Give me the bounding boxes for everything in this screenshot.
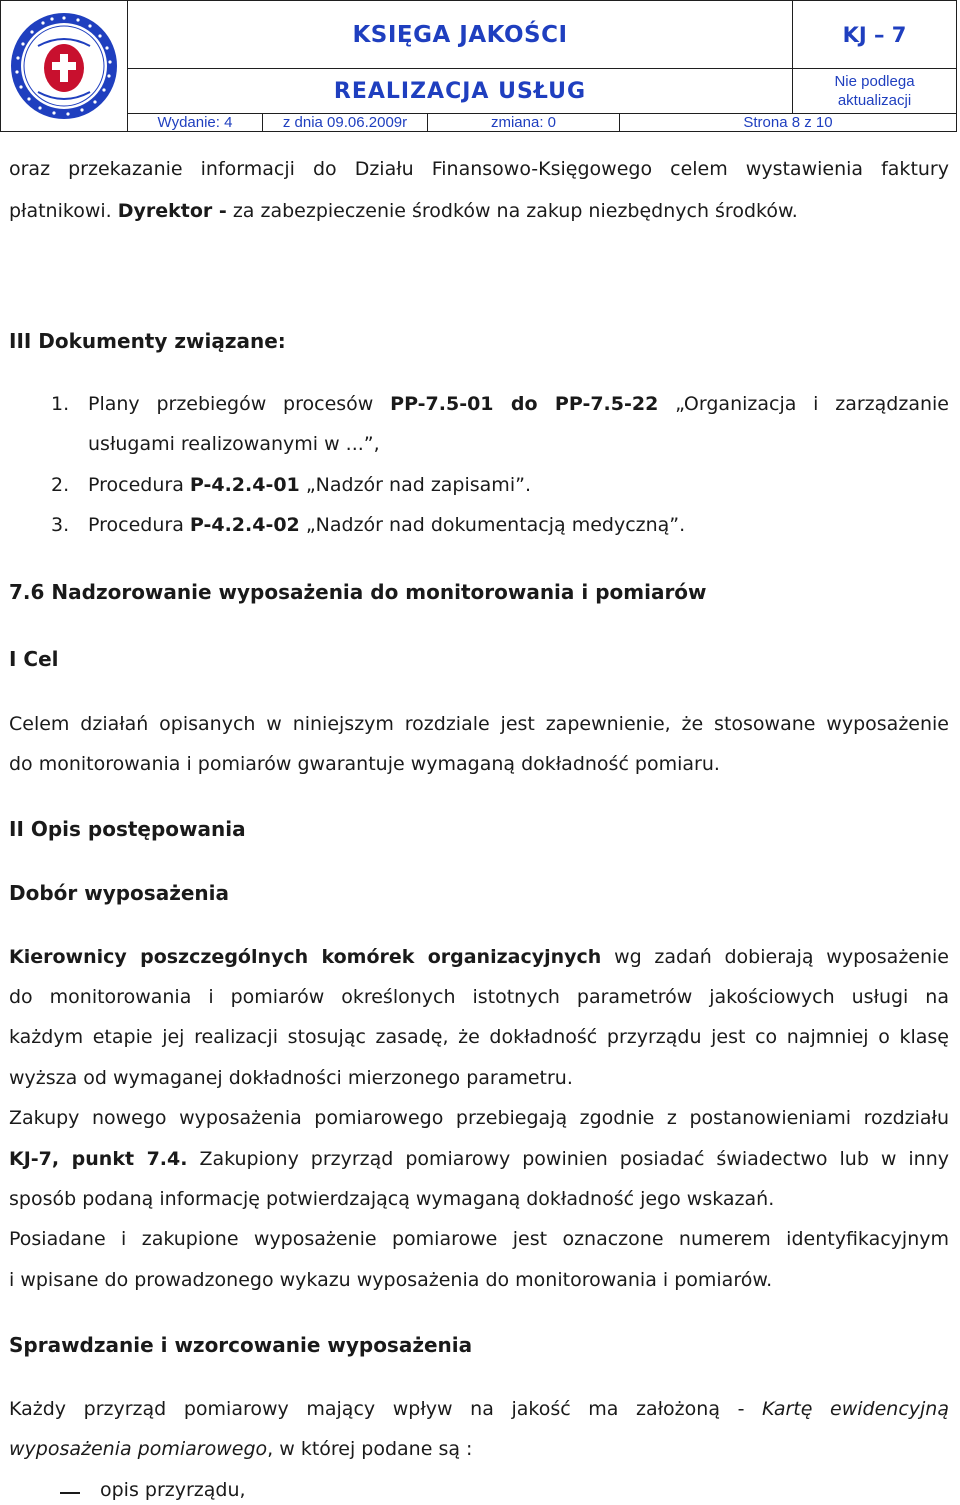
bold-text-run: P-4.2.4-01: [189, 474, 300, 496]
document-header: [0, 0, 957, 132]
text-run: płatnikowi.: [9, 200, 118, 222]
update-status-line1: Nie podlega: [834, 73, 915, 90]
paragraph-line: [9, 1398, 949, 1420]
document-code: KJ – 7: [792, 0, 957, 69]
change-number: zmiana: 0: [427, 113, 620, 132]
paragraph-line: [9, 1438, 472, 1460]
text-run: Zakupiony przyrząd pomiarowy powinien posiadać świadectwo lub w inny: [187, 1148, 949, 1170]
paragraph-line: sposób podaną informację potwierdzającą wymaganą dokładność jego wskazań.: [9, 1188, 775, 1210]
paragraph-line: do monitorowania i pomiarów określonych istotnych parametrów jakościowych usługi na: [9, 986, 949, 1008]
text-run: Plany przebiegów procesów: [88, 393, 391, 415]
text-run: za zabezpieczenie środków na zakup niezbędnych środków.: [226, 200, 798, 222]
header-meta-row: [127, 113, 957, 132]
update-status-line2: aktualizacji: [837, 92, 912, 109]
bold-text-run: P-4.2.4-02: [189, 514, 300, 536]
paragraph-line: do monitorowania i pomiarów gwarantuje wymaganą dokładność pomiaru.: [9, 753, 720, 775]
paragraph-line: i wpisane do prowadzonego wykazu wyposażenia do monitorowania i pomiarów.: [9, 1269, 773, 1291]
bold-text-run: Kierownicy poszczególnych komórek organizacyjnych: [9, 946, 602, 968]
text-run: „Nadzór nad zapisami”.: [299, 474, 531, 496]
list-item-number: 1.: [51, 393, 70, 415]
paragraph-line: Celem działań opisanych w niniejszym rozdziale jest zapewnienie, że stosowane wyposażenie: [9, 713, 949, 735]
list-item: opis przyrządu,: [100, 1479, 246, 1501]
list-item: [88, 393, 949, 415]
paragraph-line: [9, 200, 798, 222]
list-item-continuation: usługami realizowanymi w ...”,: [88, 433, 380, 455]
list-item-number: 2.: [51, 474, 70, 496]
paragraph-line: oraz przekazanie informacji do Działu Finansowo-Księgowego celem wystawienia faktury: [9, 158, 949, 180]
subsection-heading-procedure: II Opis postępowania: [9, 817, 246, 841]
text-run: Procedura: [88, 514, 190, 536]
edition-number: Wydanie: 4: [127, 113, 263, 132]
section-heading-equipment-supervision: 7.6 Nadzorowanie wyposażenia do monitorowania i pomiarów: [9, 580, 707, 604]
list-dash-bullet: [60, 1492, 80, 1494]
list-item: [88, 474, 531, 496]
paragraph-line: [9, 1148, 949, 1170]
paragraph-line: Posiadane i zakupione wyposażenie pomiarowe jest oznaczone numerem identyfikacyjnym: [9, 1228, 949, 1250]
list-item-number: 3.: [51, 514, 70, 536]
text-run: Procedura: [88, 474, 190, 496]
text-run: wg zadań dobierają wyposażenie: [601, 946, 949, 968]
text-run: , w której podane są :: [267, 1438, 473, 1460]
paragraph-line: wyższa od wymaganej dokładności mierzonego parametru.: [9, 1067, 573, 1089]
subsection-heading-goal: I Cel: [9, 647, 59, 671]
subsection-heading-calibration: Sprawdzanie i wzorcowanie wyposażenia: [9, 1333, 473, 1357]
institution-seal-logo: [8, 10, 120, 122]
edition-date: z dnia 09.06.2009r: [262, 113, 428, 132]
text-run: „Organizacja i zarządzanie: [658, 393, 949, 415]
paragraph-line: [9, 946, 949, 968]
bold-text-run: KJ-7, punkt 7.4.: [9, 1148, 188, 1170]
bold-text-run: PP-7.5-01 do PP-7.5-22: [390, 393, 659, 415]
italic-text-run: wyposażenia pomiarowego: [9, 1438, 268, 1460]
bold-text-run: Dyrektor -: [117, 200, 227, 222]
logo-cell: [0, 0, 128, 132]
italic-text-run: Kartę ewidencyjną: [762, 1398, 949, 1420]
paragraph-line: Zakupy nowego wyposażenia pomiarowego przebiegają zgodnie z postanowieniami rozdziału: [9, 1107, 949, 1129]
text-run: „Nadzór nad dokumentacją medyczną”.: [299, 514, 686, 536]
update-status: [792, 68, 957, 114]
list-item: [88, 514, 685, 536]
document-subtitle: REALIZACJA USŁUG: [127, 68, 793, 114]
paragraph-line: każdym etapie jej realizacji stosując zasadę, że dokładność przyrządu jest co najmniej o klasę: [9, 1026, 949, 1048]
subsection-heading-equipment-selection: Dobór wyposażenia: [9, 881, 229, 905]
page-number: Strona 8 z 10: [619, 113, 957, 132]
document-title: KSIĘGA JAKOŚCI: [127, 0, 793, 69]
text-run: Każdy przyrząd pomiarowy mający wpływ na jakość ma założoną -: [9, 1398, 763, 1420]
section-heading-related-documents: III Dokumenty związane:: [9, 329, 286, 353]
